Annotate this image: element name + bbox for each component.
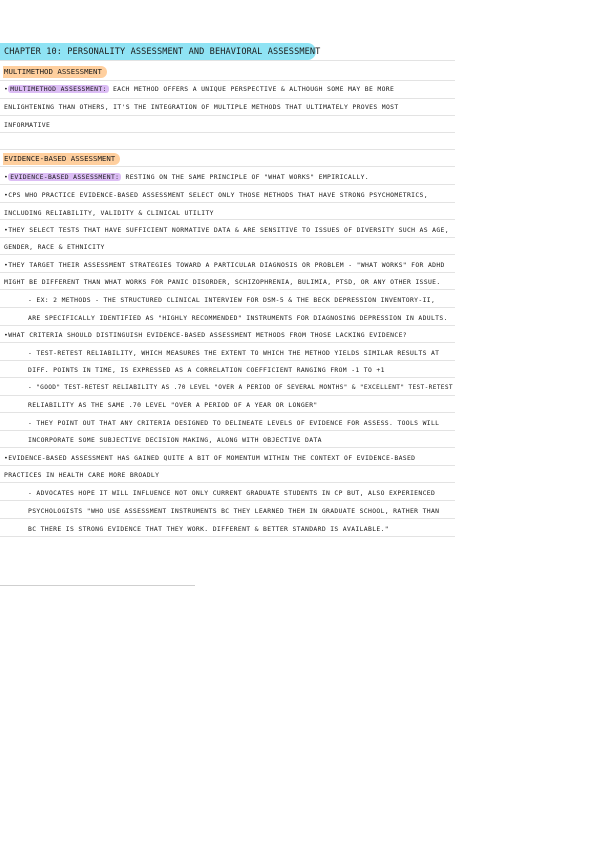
ruled-line	[0, 482, 455, 483]
ruled-line	[0, 202, 455, 203]
multimethod-line-1: • MULTIMETHOD ASSESSMENT: EACH METHOD OFFERS A UNIQUE PERSPECTIVE & ALTHOUGH SOME MAY BE MORE	[4, 85, 395, 93]
evidence-bullet-5-sub-3-cont: INCORPORATE SOME SUBJECTIVE DECISION MAKING, ALONG WITH OBJECTIVE DATA	[28, 436, 322, 444]
ruled-line	[0, 219, 455, 220]
term-multimethod: MULTIMETHOD ASSESSMENT:	[10, 85, 107, 93]
ruled-line	[0, 395, 455, 396]
ruled-line	[0, 166, 455, 167]
evidence-bullet-6-sub-1: - ADVOCATES HOPE IT WILL INFLUENCE NOT ONLY CURRENT GRADUATE STUDENTS IN CP BUT, ALSO EXPERIENCED	[28, 489, 436, 497]
heading-evidence-based: EVIDENCE-BASED ASSESSMENT	[3, 153, 120, 165]
ruled-line	[0, 412, 455, 413]
ruled-line	[0, 342, 455, 343]
ruled-line	[0, 60, 455, 61]
ruled-line	[0, 360, 455, 361]
multimethod-line-3: INFORMATIVE	[4, 121, 51, 129]
evidence-bullet-4-cont: MIGHT BE DIFFERENT THAN WHAT WORKS FOR PANIC DISORDER, SCHIZOPHRENIA, BULIMIA, PTSD, OR ANY OTHER ISSUE.	[4, 278, 441, 286]
ruled-line	[0, 272, 455, 273]
evidence-bullet-3: •THEY SELECT TESTS THAT HAVE SUFFICIENT NORMATIVE DATA & ARE SENSITIVE TO ISSUES OF DIVERSITY SUCH AS AGE,	[4, 226, 449, 234]
evidence-bullet-3-cont: GENDER, RACE & ETHNICITY	[4, 243, 105, 251]
ruled-line	[0, 237, 455, 238]
evidence-bullet-1: • EVIDENCE-BASED ASSESSMENT: RESTING ON THE SAME PRINCIPLE OF "WHAT WORKS" EMPIRICALLY.	[4, 173, 369, 181]
footnote-divider	[0, 585, 195, 586]
term-evidence-based: EVIDENCE-BASED ASSESSMENT:	[10, 173, 120, 181]
ruled-line	[0, 465, 455, 466]
multimethod-line-2: ENLIGHTENING THAN OTHERS, IT'S THE INTEGRATION OF MULTIPLE METHODS THAT ULTIMATELY PROVES MOST	[4, 103, 399, 111]
ruled-line	[0, 518, 455, 519]
evidence-bullet-2: •CPS WHO PRACTICE EVIDENCE-BASED ASSESSMENT SELECT ONLY THOSE METHODS THAT HAVE STRONG PSYCHOMETRICS,	[4, 191, 428, 199]
ruled-line	[0, 447, 455, 448]
ruled-line	[0, 184, 455, 185]
evidence-bullet-5-sub-1: - TEST-RETEST RELIABILITY, WHICH MEASURES THE EXTENT TO WHICH THE METHOD YIELDS SIMILAR RESULTS AT	[28, 349, 440, 357]
ruled-line	[0, 307, 455, 308]
page-title: CHAPTER 10: PERSONALITY ASSESSMENT AND BEHAVIORAL ASSESSMENT	[4, 47, 321, 57]
ruled-line	[0, 377, 455, 378]
heading-multimethod: MULTIMETHOD ASSESSMENT	[3, 66, 107, 78]
evidence-bullet-6-cont: PRACTICES IN HEALTH CARE MORE BROADLY	[4, 471, 160, 479]
evidence-bullet-5-sub-3: - THEY POINT OUT THAT ANY CRITERIA DESIGNED TO DELINEATE LEVELS OF EVIDENCE FOR ASSESS. TOOLS WILL	[28, 419, 440, 427]
ruled-line	[0, 115, 455, 116]
evidence-bullet-4: •THEY TARGET THEIR ASSESSMENT STRATEGIES TOWARD A PARTICULAR DIAGNOSIS OR PROBLEM - "WHAT WORKS" FOR ADHD	[4, 261, 445, 269]
ruled-line	[0, 430, 455, 431]
evidence-bullet-5-sub-1-cont: DIFF. POINTS IN TIME, IS EXPRESSED AS A CORRELATION COEFFICIENT RANGING FROM -1 TO +1	[28, 366, 385, 374]
ruled-line	[0, 325, 455, 326]
ruled-line	[0, 289, 455, 290]
evidence-bullet-6: •EVIDENCE-BASED ASSESSMENT HAS GAINED QUITE A BIT OF MOMENTUM WITHIN THE CONTEXT OF EVIDENCE-BASED	[4, 454, 416, 462]
ruled-line	[0, 500, 455, 501]
evidence-bullet-4-example: - EX: 2 METHODS - THE STRUCTURED CLINICAL INTERVIEW FOR DSM-5 & THE BECK DEPRESSION INVENTORY-II,	[28, 296, 436, 304]
evidence-bullet-4-example-cont: ARE SPECIFICALLY IDENTIFIED AS "HIGHLY RECOMMENDED" INSTRUMENTS FOR DIAGNOSING DEPRESSION IN ADULTS.	[28, 314, 448, 322]
ruled-line	[0, 149, 455, 150]
ruled-line	[0, 80, 455, 81]
evidence-bullet-5-sub-2: - "GOOD" TEST-RETEST RELIABILITY AS .70 LEVEL "OVER A PERIOD OF SEVERAL MONTHS" & "EXCELLENT" TEST-RETEST	[28, 384, 453, 391]
evidence-bullet-6-sub-1-cont: PSYCHOLOGISTS "WHO USE ASSESSMENT INSTRUMENTS BC THEY LEARNED THEM IN GRADUATE SCHOOL, RATHER THAN	[28, 507, 440, 515]
ruled-line	[0, 254, 455, 255]
evidence-bullet-2-cont: INCLUDING RELIABILITY, VALIDITY & CLINICAL UTILITY	[4, 209, 214, 217]
evidence-bullet-6-sub-1-end: BC THERE IS STRONG EVIDENCE THAT THEY WORK. DIFFERENT & BETTER STANDARD IS AVAILABLE."	[28, 525, 389, 533]
evidence-bullet-5: •WHAT CRITERIA SHOULD DISTINGUISH EVIDENCE-BASED ASSESSMENT METHODS FROM THOSE LACKING EVIDENCE?	[4, 331, 407, 339]
ruled-line	[0, 132, 455, 133]
evidence-bullet-5-sub-2-cont: RELIABILITY AS THE SAME .70 LEVEL "OVER A PERIOD OF A YEAR OR LONGER"	[28, 401, 318, 409]
ruled-line	[0, 98, 455, 99]
ruled-line	[0, 536, 455, 537]
